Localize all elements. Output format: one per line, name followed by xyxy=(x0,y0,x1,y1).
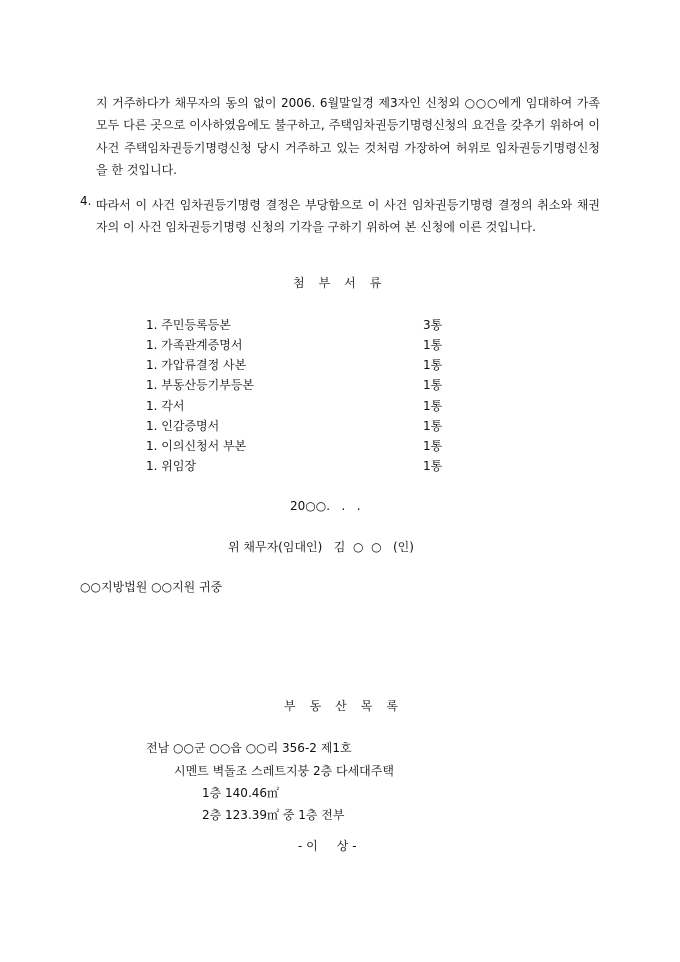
item-4-paragraph: 따라서 이 사건 임차권등기명령 결정은 부당함으로 이 사건 임차권등기명령 결정의 취소와 채권자의 이 사건 임차권등기명령 신청의 기각을 구하기 위하여 본 신청에 이른 것입니다. xyxy=(96,198,600,235)
property-list-heading: 부동산목록 xyxy=(284,699,412,713)
attachment-item: 1. 주민등록등본 xyxy=(146,318,231,332)
property-floor-2: 2층 123.39㎡ 중 1층 전부 xyxy=(202,808,345,822)
property-address: 전남 ○○군 ○○읍 ○○리 356-2 제1호 xyxy=(146,741,352,755)
attachment-item: 1. 각서 xyxy=(146,399,185,413)
attachments-heading: 첨부서류 xyxy=(293,276,396,290)
attachment-item: 1. 가족관계증명서 xyxy=(146,338,243,352)
attachment-item: 1. 이의신청서 부본 xyxy=(146,439,247,453)
end-mark: - 이 상 - xyxy=(298,839,357,853)
attachment-qty: 1통 xyxy=(423,358,443,372)
attachment-qty: 1통 xyxy=(423,459,443,473)
attachment-qty: 1통 xyxy=(423,378,443,392)
attachment-qty: 1통 xyxy=(423,419,443,433)
property-floor-1: 1층 140.46㎡ xyxy=(202,786,280,800)
court-addressee: ○○지방법원 ○○지원 귀중 xyxy=(80,580,223,594)
signer-line: 위 채무자(임대인) 김 ○ ○ (인) xyxy=(228,540,414,554)
attachment-item: 1. 부동산등기부등본 xyxy=(146,378,255,392)
attachment-qty: 1통 xyxy=(423,338,443,352)
attachment-qty: 1통 xyxy=(423,399,443,413)
continuation-paragraph: 지 거주하다가 채무자의 동의 없이 2006. 6월말일경 제3자인 신청외 ○○○에게 임대하여 가족 모두 다른 곳으로 이사하였음에도 불구하고, 주택임차권등기명령신청의 요건을 갖추기 위하여 이 사건 주택임차권등기명령신청 당시 거주하고 있는 것처럼 가장하여 허위로 임차권등기명령신청을 한 것입니다. xyxy=(96,96,600,178)
signature-date: 20○○. . . xyxy=(290,499,361,513)
attachment-qty: 3통 xyxy=(423,318,443,332)
attachment-qty: 1통 xyxy=(423,439,443,453)
property-building: 시멘트 벽돌조 스레트지붕 2층 다세대주택 xyxy=(174,764,394,778)
attachment-item: 1. 가압류결정 사본 xyxy=(146,358,247,372)
attachment-item: 1. 위임장 xyxy=(146,459,197,473)
attachment-item: 1. 인감증명서 xyxy=(146,419,220,433)
item-4-number: 4. xyxy=(80,194,92,208)
